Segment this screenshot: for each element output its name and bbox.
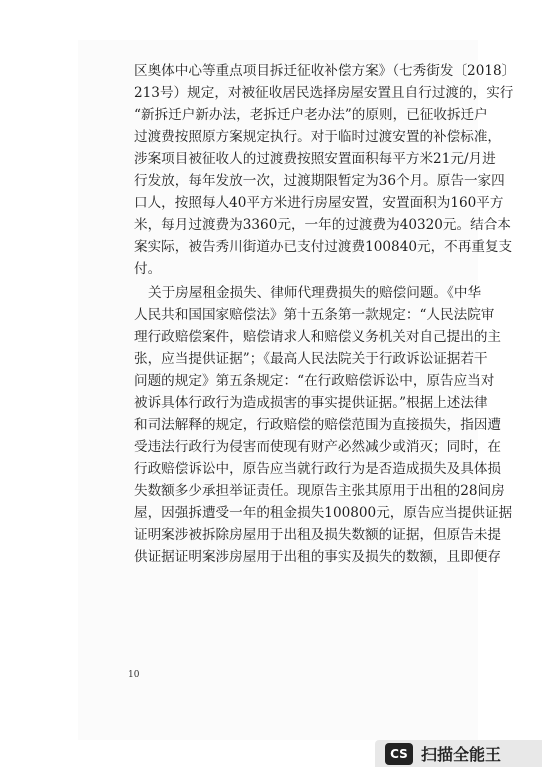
- text-line: 行政赔偿诉讼中，原告应当就行政行为是否造成损失及具体损: [134, 461, 502, 477]
- text-line: 关于房屋租金损失、律师代理费损失的赔偿问题。《中华: [148, 285, 482, 301]
- text-line: 过渡费按照原方案规定执行。对于临时过渡安置的补偿标准，: [134, 129, 502, 145]
- text-line: 213号）规定，对被征收居民选择房屋安置且自行过渡的，实行: [134, 85, 514, 101]
- text-line: 涉案项目被征收人的过渡费按照安置面积每平方米21元/月进: [134, 151, 496, 167]
- text-line: 被诉具体行政行为造成损害的事实提供证据。”根据上述法律: [134, 395, 488, 411]
- text-line: 人民共和国国家赔偿法》第十五条第一款规定：“人民法院审: [134, 307, 495, 323]
- scanner-watermark: [375, 740, 542, 767]
- text-line: 口人，按照每人40平方米进行房屋安置，安置面积为160平方: [134, 195, 504, 211]
- text-line: 案实际，被告秀川街道办已支付过渡费100840元，不再重复支: [134, 239, 513, 255]
- text-line: 问题的规定》第五条规定：“在行政赔偿诉讼中，原告应当对: [134, 373, 495, 389]
- page-number: 10: [128, 670, 140, 680]
- text-line: 屋，因强拆遭受一年的租金损失100800元，原告应当提供证据: [134, 505, 513, 521]
- text-line: 区奥体中心等重点项目拆迁征收补偿方案》（七秀街发〔2018〕: [134, 63, 516, 79]
- text-line: 行发放，每年发放一次，过渡期限暂定为36个月。原告一家四: [134, 173, 505, 189]
- text-line: 张，应当提供证据”；《最高人民法院关于行政诉讼证据若干: [134, 351, 488, 367]
- text-line: 供证据证明案涉房屋用于出租的事实及损失的数额，且即便存: [134, 549, 502, 565]
- text-line: 受违法行政行为侵害而使现有财产必然减少或消灭；同时，在: [134, 439, 502, 455]
- text-line: 和司法解释的规定，行政赔偿的赔偿范围为直接损失，指因遭: [134, 417, 502, 433]
- text-line: 付。: [134, 261, 162, 277]
- text-line: 米，每月过渡费为3360元，一年的过渡费为40320元。结合本: [134, 217, 511, 233]
- scanner-app-name: 扫描全能王: [421, 745, 502, 764]
- text-line: 失数额多少承担举证责任。现原告主张其原用于出租的28间房: [134, 483, 505, 499]
- camscanner-logo-icon: CS: [385, 743, 413, 765]
- text-line: 理行政赔偿案件，赔偿请求人和赔偿义务机关对自己提出的主: [134, 329, 502, 345]
- text-line: “新拆迁户新办法，老拆迁户老办法”的原则，已征收拆迁户: [134, 107, 488, 123]
- text-line: 证明案涉被拆除房屋用于出租及损失数额的证据，但原告未提: [134, 527, 502, 543]
